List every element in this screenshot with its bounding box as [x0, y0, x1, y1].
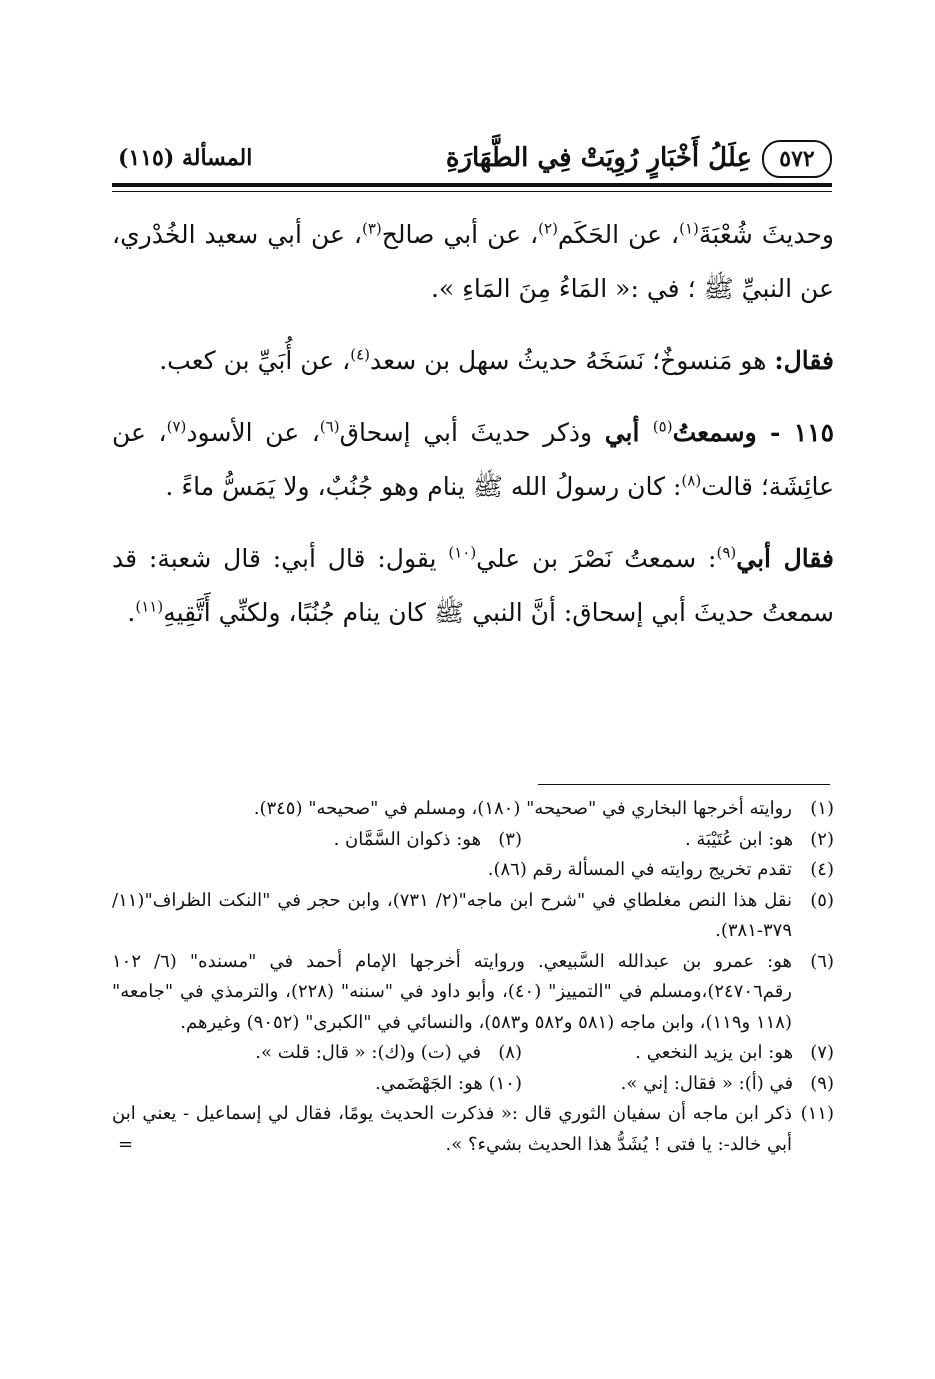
footnote-2 [685, 825, 834, 856]
paragraph-3 [112, 406, 834, 514]
footnote-9 [621, 1069, 834, 1100]
issue-label: المسألة (١١٥) [118, 145, 253, 171]
text-run: ، عن أبي صالح [381, 220, 539, 249]
footnote-number: (٩) [810, 1072, 834, 1094]
footnotes [112, 794, 834, 1160]
footnote-8 [255, 1038, 522, 1069]
text-run: ، عن عائِشَة؛ قالت [112, 418, 834, 501]
footnote-ref-1: (١) [679, 219, 699, 238]
footnote-number: (١) [810, 798, 834, 819]
text-run: ، عن الحَكَم [557, 220, 680, 249]
footnote-text: روايته أخرجها البخاري في "صحيحه" (١٨٠)، ومسلم في "صحيحه" (٣٤٥). [253, 798, 792, 819]
footnote-ref-9: (٩) [716, 543, 737, 562]
footnote-ref-3: (٣) [361, 219, 382, 238]
book-title: عِلَلُ أَخْبَارٍ رُوِيَتْ فِي الطَّهَارَةِ [445, 143, 752, 173]
footnote-ref-6: (٦) [319, 417, 340, 436]
footnote-ref-2: (٢) [538, 219, 558, 238]
text-run: : كان رسولُ الله ﷺ ينام وهو جُنُبٌ، ولا يَمَسُّ ماءً . [165, 472, 682, 501]
footnote-pair-7-8 [112, 1038, 834, 1069]
continuation-mark: = [118, 1133, 134, 1155]
footnote-text: ذكر ابن ماجه أن سفيان الثوري قال :« فذكرت الحديث يومًا، فقال لي إسماعيل - يعني ابن أبي خالد-: يا فتى ! يُشَدُّ هذا الحديث بشيء؟ ». [112, 1103, 792, 1155]
footnote-pair-9-10 [112, 1069, 834, 1100]
header-rule-thin [112, 191, 832, 192]
running-header [112, 138, 832, 178]
lead-word: أبي [604, 418, 653, 447]
footnote-number: (٥) [810, 889, 834, 911]
footnote-text: نقل هذا النص مغلطاي في "شرح ابن ماجه"(٢/ ٧٣١)، وابن حجر في "النكت الظراف"(١١/ ٣٧٩-٣٨١). [112, 889, 792, 941]
footnote-ref-4: (٤) [350, 345, 371, 364]
footnote-text: هو: عمرو بن عبدالله السَّبيعي. وروايته أخرجها الإمام أحمد في "مسنده" (٦/ ١٠٢ رقم٢٤٧٠٦)،ومسلم في "التمييز" (٤٠)، وأبو داود في "سننه" (٢٢٨)، والترمذي في "جامعه" (١١٨ و١١٩)، وابن ماجه (٥٨١ و٥٨٢ و٥٨٣)، والنسائي في "الكبرى" (٩٠٥٢) وغيرهم. [112, 950, 792, 1033]
footnote-ref-10: (١٠) [448, 543, 477, 562]
text-run: ، عن أُبَيِّ بن كعب. [159, 346, 351, 375]
footnote-number: (١١) [800, 1103, 834, 1124]
footnote-4 [112, 855, 834, 886]
footnote-number: (٤) [810, 859, 834, 880]
header-rule-thick [112, 183, 832, 187]
footnote-text: هو: ابن عُتَيْبَة . [684, 828, 794, 850]
footnote-text: في (ت) و(ك): « قال: قلت ». [255, 1042, 482, 1063]
text-run: : سمعتُ نَصْرَ بن علي [476, 544, 717, 573]
text-run: ، عن أبي سعيد الخُدْري، عن النبيِّ ﷺ ؛ في :« المَاءُ مِنَ المَاءِ ». [112, 220, 834, 303]
footnote-7 [635, 1038, 834, 1069]
footnote-1 [112, 794, 834, 825]
text-run: هو مَنسوخٌ؛ نَسَخَهُ حديثُ سهل بن سعد [370, 346, 775, 375]
footnote-separator [538, 784, 830, 785]
footnote-ref-5: (٥) [652, 417, 673, 436]
footnote-number: (٨) [498, 1042, 522, 1063]
footnote-number: (٢) [810, 828, 834, 850]
footnote-number: (٦) [810, 950, 834, 972]
text-run: . [127, 598, 136, 627]
main-text [112, 208, 834, 658]
footnote-10 [375, 1069, 522, 1100]
paragraph-2 [112, 334, 834, 388]
footnote-11 [112, 1099, 834, 1160]
footnote-6 [112, 947, 834, 1039]
footnote-text: هو: الجَهْضَمي. [375, 1072, 483, 1094]
footnote-number: (١٠) [488, 1072, 522, 1094]
footnote-ref-7: (٧) [166, 417, 187, 436]
footnote-text: في (أ): « فقال: إني ». [620, 1072, 794, 1094]
footnote-number: (٧) [810, 1042, 834, 1063]
footnote-5 [112, 886, 834, 947]
lead-word: فقال: [774, 346, 834, 375]
footnote-pair-2-3 [112, 825, 834, 856]
footnote-ref-11: (١١) [135, 597, 164, 616]
footnote-text: هو: ذكوان السَّمَّان . [333, 828, 482, 850]
footnote-text: هو: ابن يزيد النخعي . [635, 1042, 794, 1063]
footnote-3 [334, 825, 522, 856]
footnote-ref-8: (٨) [681, 471, 702, 490]
page-number-badge: ٥٧٢ [762, 140, 832, 178]
footnote-number: (٣) [498, 828, 522, 850]
paragraph-1 [112, 208, 834, 316]
text-run: ، عن الأسود [186, 418, 320, 447]
paragraph-4 [112, 532, 834, 640]
text-run: وحديثَ شُعْبَةَ [698, 220, 834, 249]
issue-heading: ١١٥ - وسمعتُ [672, 418, 835, 447]
text-run: وذكر حديثَ أبي إسحاق [339, 418, 605, 447]
text-run: يقول: قال أبي: قال شعبة: قد سمعتُ حديثَ أبي إسحاق: أنَّ النبي ﷺ كان ينام جُنُبًا، ولكنِّي أَتَّقِيهِ [112, 544, 834, 627]
footnote-text: تقدم تخريج روايته في المسألة رقم (٨٦). [487, 859, 792, 880]
lead-word: فقال أبي [736, 544, 834, 573]
